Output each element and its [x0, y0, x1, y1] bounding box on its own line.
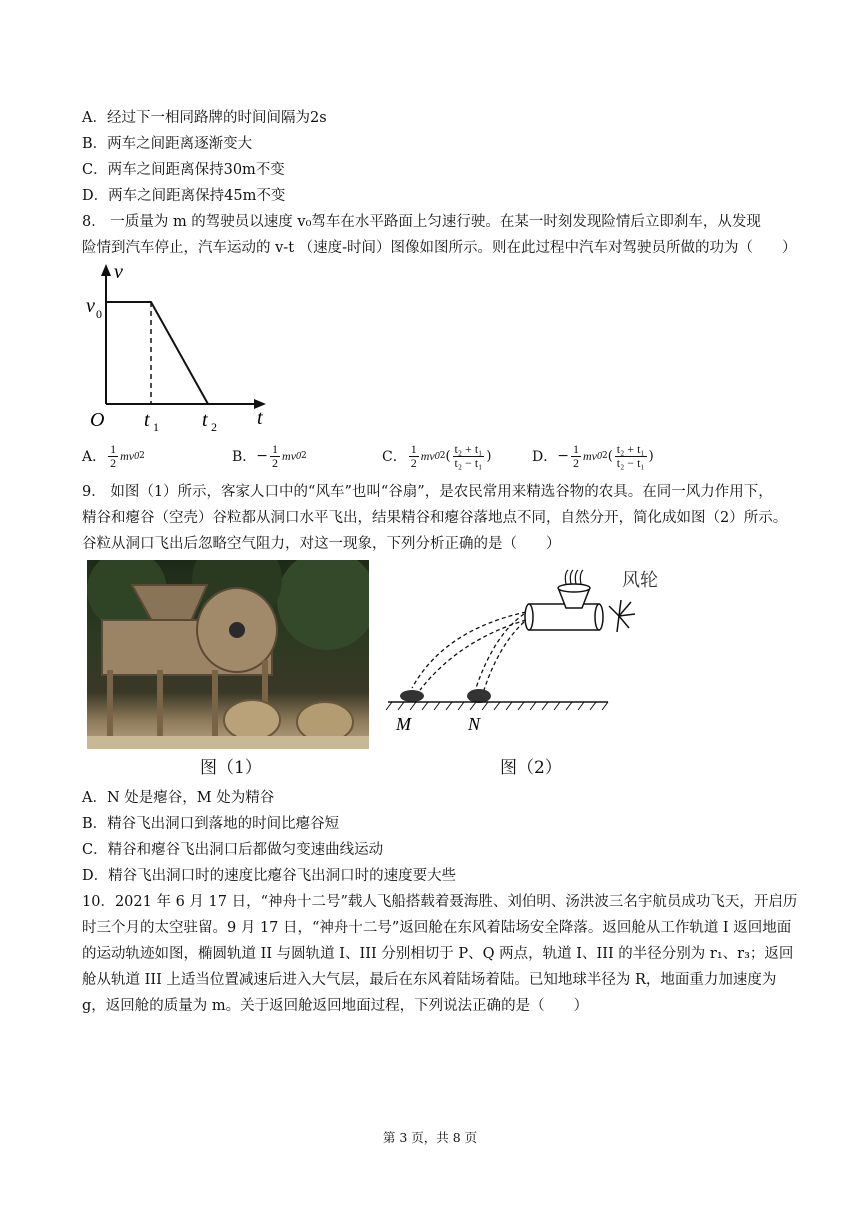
- pile-n: [467, 689, 491, 703]
- frac-half: $\frac{1}{2}$: [272, 441, 279, 470]
- v-axis-arrow: [101, 264, 111, 276]
- v-axis-label: v: [114, 262, 123, 283]
- v0-subscript: 0: [96, 307, 102, 321]
- q10-stem-line5: g，返回舱的质量为 m。关于返回舱返回地面过程，下列说法正确的是（ ）: [82, 998, 589, 1014]
- trajectory-m-upper: [412, 612, 526, 688]
- tube: [529, 604, 599, 630]
- frac-half: $\frac{1}{2}$: [572, 441, 579, 470]
- ground-hatching: [386, 702, 608, 710]
- t1-subscript: 1: [153, 420, 159, 432]
- frac-ratio: $\frac{\text{t₂ + t₁}}{\text{t₂ − t₁}}$: [616, 441, 645, 470]
- page-footer: 第 3 页，共 8 页: [382, 1130, 478, 1145]
- q10-stem-line1: 10．2021 年 6 月 17 日，“神舟十二号”载人飞船搭载着聂海胜、刘伯明、汤洪波三名宇航员成功飞天，开启历: [82, 894, 798, 910]
- wind-wheel-label: 风轮: [622, 570, 658, 591]
- q9-stem-line3: 谷粒从洞口飞出后忽略空气阻力，对这一现象，下列分析正确的是（ ）: [82, 536, 561, 552]
- t1-label: t: [144, 409, 150, 431]
- vt-graph: [82, 262, 282, 432]
- q8-option-c: C． $\frac{1}{2}$ mv 0 2 ( $\frac{\text{t₂ + t₁}}{\text{t₂ − t₁}}$ ): [382, 441, 492, 470]
- winnowing-machine-photo: [87, 560, 369, 749]
- q8-stem-line2: 险情到汽车停止，汽车运动的 v-t （速度-时间）图像如图所示。则在此过程中汽车对驾驶员所做的功为（ ）: [82, 240, 797, 256]
- q9-stem-line1: 9． 如图（1）所示，客家人口中的“风车”也叫“谷扇”，是农民常用来精选谷物的农具。在同一风力作用下，: [82, 484, 773, 500]
- q7-option-b: B．两车之间距离逐渐变大: [82, 136, 253, 152]
- frac-ratio: $\frac{\text{t₂ + t₁}}{\text{t₂ − t₁}}$: [454, 441, 483, 470]
- q9-option-b: B．精谷飞出洞口到落地的时间比瘪谷短: [82, 816, 340, 832]
- q8-option-a: A． $\frac{1}{2}$ mv 0 2: [82, 441, 145, 470]
- label-n: N: [468, 714, 481, 734]
- q8-option-b: B． − $\frac{1}{2}$ mv 0 2: [232, 441, 307, 470]
- q7-option-d: D．两车之间距离保持45m不变: [82, 188, 286, 204]
- label-m: M: [396, 714, 411, 734]
- q8-option-d: D． − $\frac{1}{2}$ mv 0 2 ( $\frac{\text{t₂ + t₁}}{\text{t₂ − t₁}}$ ): [532, 441, 654, 470]
- q7-option-a: A．经过下一相同路牌的时间间隔为2s: [82, 110, 327, 126]
- q10-stem-line4: 舱从轨道 III 上适当位置减速后进入大气层，最后在东风着陆场着陆。已知地球半径为 R，地面重力加速度为: [82, 972, 777, 988]
- t2-label: t: [202, 409, 208, 431]
- fig1-caption: 图（1）: [200, 758, 262, 778]
- q7-option-c: C．两车之间距离保持30m不变: [82, 162, 285, 178]
- q10-stem-line3: 的运动轨迹如图，椭圆轨道 II 与圆轨道 I、III 分别相切于 P、Q 两点，轨道 I、III 的半径分别为 r₁、r₃；返回: [82, 946, 794, 962]
- q9-option-d: D．精谷飞出洞口时的速度比瘪谷飞出洞口时的速度要大些: [82, 868, 457, 884]
- q10-stem-line2: 时三个月的太空驻留。9 月 17 日，“神舟十二号”返回舱在东风着陆场安全降落。返回舱从工作轨道 I 返回地面: [82, 920, 792, 936]
- q9-option-c: C．精谷和瘪谷飞出洞口后都做匀变速曲线运动: [82, 842, 384, 858]
- frac-half: $\frac{1}{2}$: [410, 441, 417, 470]
- frac-half: $\frac{1}{2}$: [110, 441, 117, 470]
- v0-label: v: [86, 295, 95, 317]
- winnowing-diagram: [384, 560, 674, 750]
- q9-option-a: A．N 处是瘪谷，M 处为精谷: [82, 790, 275, 806]
- q8-options: [82, 436, 782, 476]
- pile-m: [400, 690, 424, 702]
- trajectory-n-lower: [484, 622, 524, 690]
- fan-wheel: [609, 600, 635, 632]
- t-axis-label: t: [257, 407, 263, 429]
- velocity-line: [106, 302, 208, 404]
- origin-label: O: [90, 409, 105, 431]
- q9-stem-line2: 精谷和瘪谷（空壳）谷粒都从洞口水平飞出，结果精谷和瘪谷落地点不同，自然分开，简化成如图（2）所示。: [82, 510, 788, 526]
- t2-subscript: 2: [211, 420, 217, 432]
- q8-stem-line1: 8． 一质量为 m 的驾驶员以速度 v₀驾车在水平路面上匀速行驶。在某一时刻发现险情后立即刹车，从发现: [82, 214, 761, 230]
- fig2-caption: 图（2）: [500, 758, 562, 778]
